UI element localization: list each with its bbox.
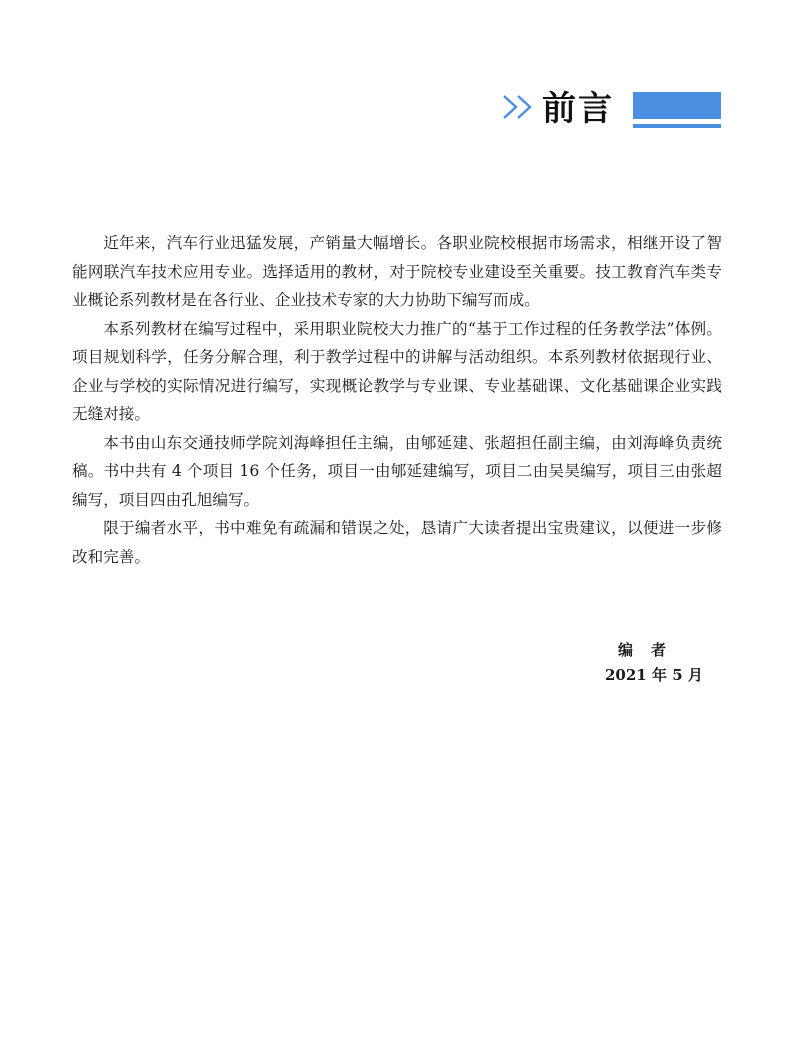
title-accent-bar: [633, 92, 721, 119]
double-chevron-right-icon: [500, 92, 540, 122]
page-title: 前言: [542, 89, 614, 129]
paragraph-4: 限于编者水平，书中难免有疏漏和错误之处，恳请广大读者提出宝贵建议，以便进一步修改和完善。: [72, 519, 722, 566]
preface-header: [500, 86, 740, 136]
paragraph-1: 近年来，汽车行业迅猛发展，产销量大幅增长。各职业院校根据市场需求，相继开设了智能网联汽车技术应用专业。选择适用的教材，对于院校专业建设至关重要。技工教育汽车类专业概论系列教材是在各行业、企业技术专家的大力协助下编写而成。: [72, 234, 722, 309]
preface-body: [72, 229, 722, 571]
paragraph-2: 本系列教材在编写过程中，采用职业院校大力推广的“基于工作过程的任务教学法”体例。项目规划科学，任务分解合理，利于教学过程中的讲解与活动组织。本系列教材依据现行业、企业与学校的实际情况进行编写，实现概论教学与专业课、专业基础课、文化基础课企业实践无缝对接。: [72, 319, 722, 423]
signature-author: 编者: [618, 641, 685, 659]
paragraph-3: 本书由山东交通技师学院刘海峰担任主编，由郇延建、张超担任副主编，由刘海峰负责统稿。书中共有 4 个项目 16 个任务，项目一由郇延建编写，项目二由吴昊编写，项目三由张超编写，项目四由孔旭编写。: [72, 433, 722, 509]
title-underline: [633, 124, 721, 128]
signature-date: 2021 年 5 月: [605, 666, 703, 684]
